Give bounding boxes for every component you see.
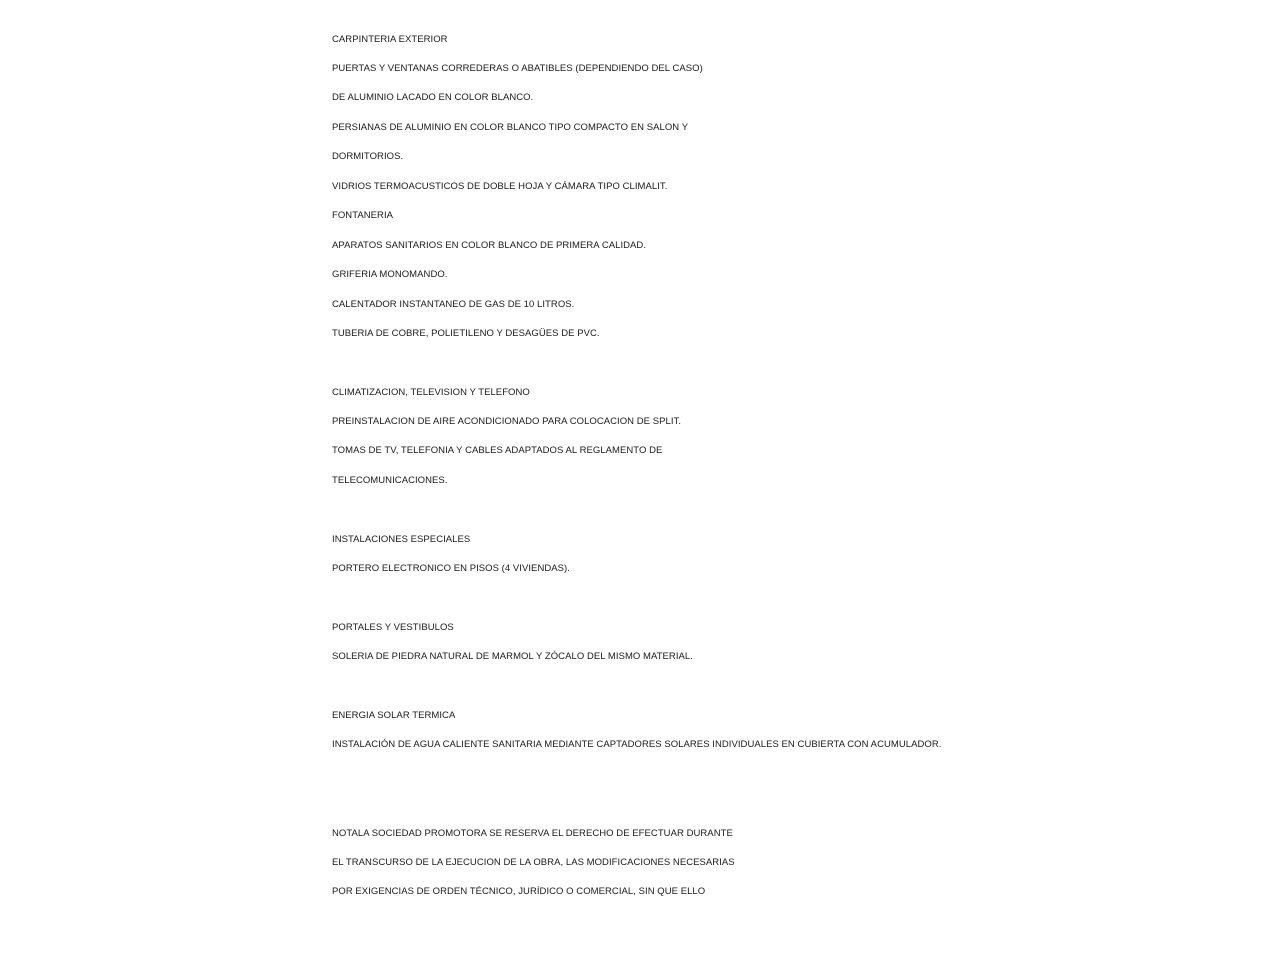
note-line: EL TRANSCURSO DE LA EJECUCION DE LA OBRA, LAS MODIFICACIONES NECESARIAS xyxy=(332,857,735,868)
section-heading-instalaciones-especiales: INSTALACIONES ESPECIALES xyxy=(332,534,471,545)
text-line: CALENTADOR INSTANTANEO DE GAS DE 10 LITROS. xyxy=(332,299,575,310)
text-line: PERSIANAS DE ALUMINIO EN COLOR BLANCO TIPO COMPACTO EN SALON Y xyxy=(332,122,689,133)
text-line: GRIFERIA MONOMANDO. xyxy=(332,269,448,280)
text-line: PREINSTALACION DE AIRE ACONDICIONADO PARA COLOCACION DE SPLIT. xyxy=(332,416,682,427)
section-heading-fontaneria: FONTANERIA xyxy=(332,210,394,221)
section-heading-energia-solar: ENERGIA SOLAR TERMICA xyxy=(332,710,456,721)
text-line: VIDRIOS TERMOACUSTICOS DE DOBLE HOJA Y CÁMARA TIPO CLIMALIT. xyxy=(332,181,668,192)
text-line: PORTERO ELECTRONICO EN PISOS (4 VIVIENDAS). xyxy=(332,563,570,574)
text-line: TOMAS DE TV, TELEFONIA Y CABLES ADAPTADOS AL REGLAMENTO DE xyxy=(332,445,663,456)
note-line: NOTALA SOCIEDAD PROMOTORA SE RESERVA EL DERECHO DE EFECTUAR DURANTE xyxy=(332,828,733,839)
text-line: INSTALACIÓN DE AGUA CALIENTE SANITARIA MEDIANTE CAPTADORES SOLARES INDIVIDUALES EN CUBIERTA CON ACUMULADOR. xyxy=(332,739,942,750)
section-heading-portales: PORTALES Y VESTIBULOS xyxy=(332,622,454,633)
text-line: TUBERIA DE COBRE, POLIETILENO Y DESAGÜES DE PVC. xyxy=(332,328,600,339)
section-heading-climatizacion: CLIMATIZACION, TELEVISION Y TELEFONO xyxy=(332,387,530,398)
section-heading-carpinteria-exterior: CARPINTERIA EXTERIOR xyxy=(332,34,448,45)
text-line: DORMITORIOS. xyxy=(332,151,404,162)
text-line: DE ALUMINIO LACADO EN COLOR BLANCO. xyxy=(332,92,534,103)
text-line: SOLERIA DE PIEDRA NATURAL DE MARMOL Y ZÓCALO DEL MISMO MATERIAL. xyxy=(332,651,693,662)
text-line: APARATOS SANITARIOS EN COLOR BLANCO DE PRIMERA CALIDAD. xyxy=(332,240,647,251)
text-line: PUERTAS Y VENTANAS CORREDERAS O ABATIBLES (DEPENDIENDO DEL CASO) xyxy=(332,63,703,74)
text-line: TELECOMUNICACIONES. xyxy=(332,475,448,486)
note-line: POR EXIGENCIAS DE ORDEN TÉCNICO, JURÍDICO O COMERCIAL, SIN QUE ELLO xyxy=(332,886,706,897)
